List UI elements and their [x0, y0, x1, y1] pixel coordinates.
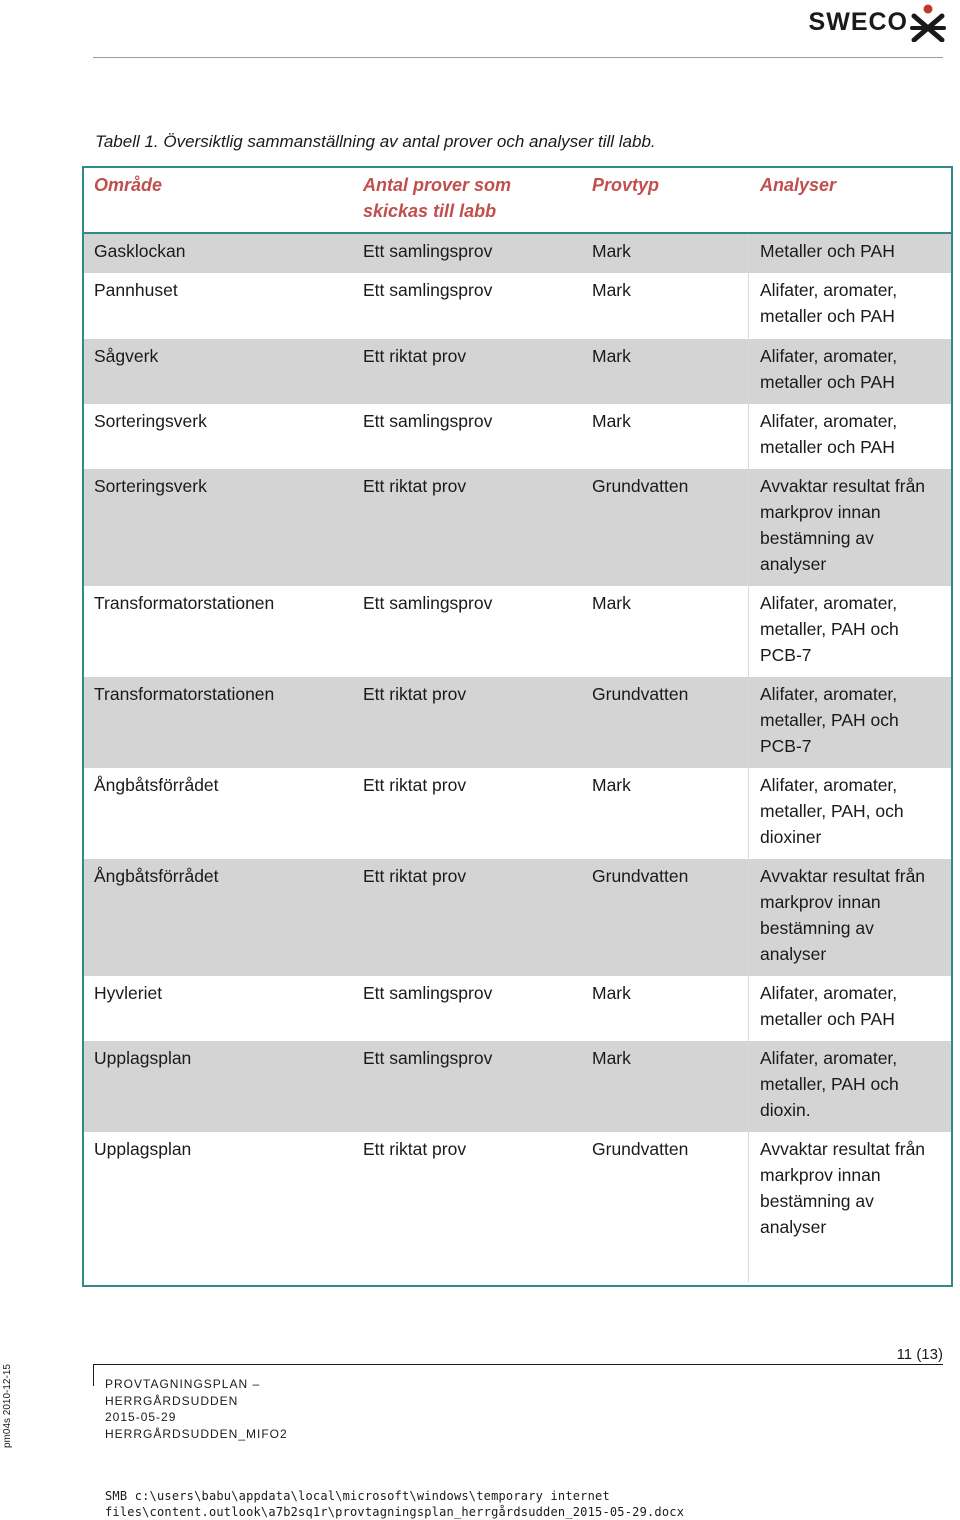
footer-doc-line: PROVTAGNINGSPLAN –: [105, 1377, 261, 1391]
cell-antal: Ett riktat prov: [363, 1139, 467, 1159]
column-divider: [748, 586, 749, 677]
cell-omrade: Transformatorstationen: [94, 593, 275, 613]
table-header: [84, 168, 951, 234]
table-row: [84, 234, 951, 273]
column-divider: [748, 339, 749, 404]
cell-provtyp: Mark: [592, 775, 631, 795]
column-divider: [748, 859, 749, 976]
cell-omrade: Pannhuset: [94, 280, 178, 300]
cell-provtyp: Mark: [592, 280, 631, 300]
header-cell-omrade: Område: [94, 175, 163, 195]
cell-analyser: Metaller och PAH: [760, 241, 895, 261]
cell-antal: Ett samlingsprov: [363, 983, 493, 1003]
file-path-line: files\content.outlook\a7b2sq1r\provtagningsplan_herrgårdsudden_2015-05-29.docx: [105, 1505, 685, 1519]
footer-doc-line: HERRGÅRDSUDDEN: [105, 1393, 239, 1408]
cell-antal: Ett riktat prov: [363, 476, 467, 496]
footer-doc-line: HERRGÅRDSUDDEN_MIFO2: [105, 1426, 288, 1441]
footer-doc-info: [105, 1376, 288, 1442]
cell-analyser: Avvaktar resultat från markprov innan bestämning av analyser: [760, 476, 926, 574]
table-row: [84, 404, 951, 469]
table-row: [84, 339, 951, 404]
cell-omrade: Hyvleriet: [94, 983, 163, 1003]
cell-analyser: Alifater, aromater, metaller, PAH och dioxin.: [760, 1048, 899, 1120]
cell-antal: Ett riktat prov: [363, 775, 467, 795]
table-row: [84, 677, 951, 768]
column-divider: [748, 234, 749, 273]
cell-omrade: Sorteringsverk: [94, 411, 207, 431]
column-divider: [748, 1132, 749, 1282]
cell-analyser: Alifater, aromater, metaller och PAH: [760, 280, 898, 326]
header-divider: [93, 57, 943, 58]
table-row: [84, 768, 951, 859]
file-path-line: SMB c:\users\babu\appdata\local\microsoft\windows\temporary internet: [105, 1489, 610, 1503]
column-divider: [748, 273, 749, 339]
cell-provtyp: Mark: [592, 241, 631, 261]
cell-provtyp: Grundvatten: [592, 476, 689, 496]
table-row: [84, 859, 951, 976]
cell-antal: Ett samlingsprov: [363, 241, 493, 261]
cell-provtyp: Grundvatten: [592, 684, 689, 704]
cell-analyser: Alifater, aromater, metaller och PAH: [760, 346, 898, 392]
cell-antal: Ett samlingsprov: [363, 411, 493, 431]
cell-antal: Ett riktat prov: [363, 346, 467, 366]
cell-omrade: Gasklockan: [94, 241, 186, 261]
cell-antal: Ett samlingsprov: [363, 280, 493, 300]
footer-divider-vertical: [93, 1364, 94, 1386]
header-cell-analyser: Analyser: [760, 175, 837, 195]
cell-omrade: Upplagsplan: [94, 1048, 192, 1068]
cell-analyser: Alifater, aromater, metaller, PAH och PCB-7: [760, 684, 899, 756]
column-divider: [748, 469, 749, 586]
cell-omrade: Ångbåtsförrådet: [94, 866, 219, 886]
cell-provtyp: Mark: [592, 1048, 631, 1068]
footer-doc-line: 2015-05-29: [105, 1410, 177, 1424]
cell-analyser: Alifater, aromater, metaller, PAH och PCB-7: [760, 593, 899, 665]
template-code: pm04s 2010-12-15: [2, 1364, 13, 1448]
cell-omrade: Sågverk: [94, 346, 159, 366]
table-row: [84, 976, 951, 1041]
table-row: [84, 1041, 951, 1132]
cell-provtyp: Mark: [592, 346, 631, 366]
cell-antal: Ett samlingsprov: [363, 593, 493, 613]
table-row: [84, 469, 951, 586]
table-caption: Tabell 1. Översiktlig sammanställning av antal prover och analyser till labb.: [95, 132, 656, 151]
cell-analyser: Alifater, aromater, metaller och PAH: [760, 411, 898, 457]
header-cell-provtyp: Provtyp: [592, 175, 660, 195]
cell-provtyp: Mark: [592, 593, 631, 613]
cell-antal: Ett riktat prov: [363, 866, 467, 886]
column-divider: [748, 404, 749, 469]
cell-analyser: Alifater, aromater, metaller och PAH: [760, 983, 898, 1029]
cell-provtyp: Grundvatten: [592, 866, 689, 886]
cell-omrade: Sorteringsverk: [94, 476, 207, 496]
header-cell-antal-prover: Antal prover som skickas till labb: [363, 175, 512, 221]
table-row: [84, 273, 951, 339]
cell-omrade: Transformatorstationen: [94, 684, 275, 704]
cell-omrade: Upplagsplan: [94, 1139, 192, 1159]
cell-antal: Ett riktat prov: [363, 684, 467, 704]
cell-omrade: Ångbåtsförrådet: [94, 775, 219, 795]
table-row: [84, 1132, 951, 1282]
cell-analyser: Alifater, aromater, metaller, PAH, och dioxiner: [760, 775, 904, 847]
cell-analyser: Avvaktar resultat från markprov innan bestämning av analyser: [760, 866, 926, 964]
cell-antal: Ett samlingsprov: [363, 1048, 493, 1068]
table-row: [84, 586, 951, 677]
page-number: 11 (13): [896, 1346, 943, 1363]
column-divider: [748, 768, 749, 859]
column-divider: [748, 1041, 749, 1132]
cell-analyser: Avvaktar resultat från markprov innan bestämning av analyser: [760, 1139, 926, 1237]
column-divider: [748, 976, 749, 1041]
file-path: [105, 1488, 684, 1520]
logo-text: SWECO: [808, 7, 908, 36]
cell-provtyp: Grundvatten: [592, 1139, 689, 1159]
column-divider: [748, 677, 749, 768]
cell-provtyp: Mark: [592, 983, 631, 1003]
cell-provtyp: Mark: [592, 411, 631, 431]
sweco-star-icon: [910, 2, 946, 42]
footer-divider: [93, 1364, 943, 1365]
sweco-logo: [809, 2, 946, 42]
